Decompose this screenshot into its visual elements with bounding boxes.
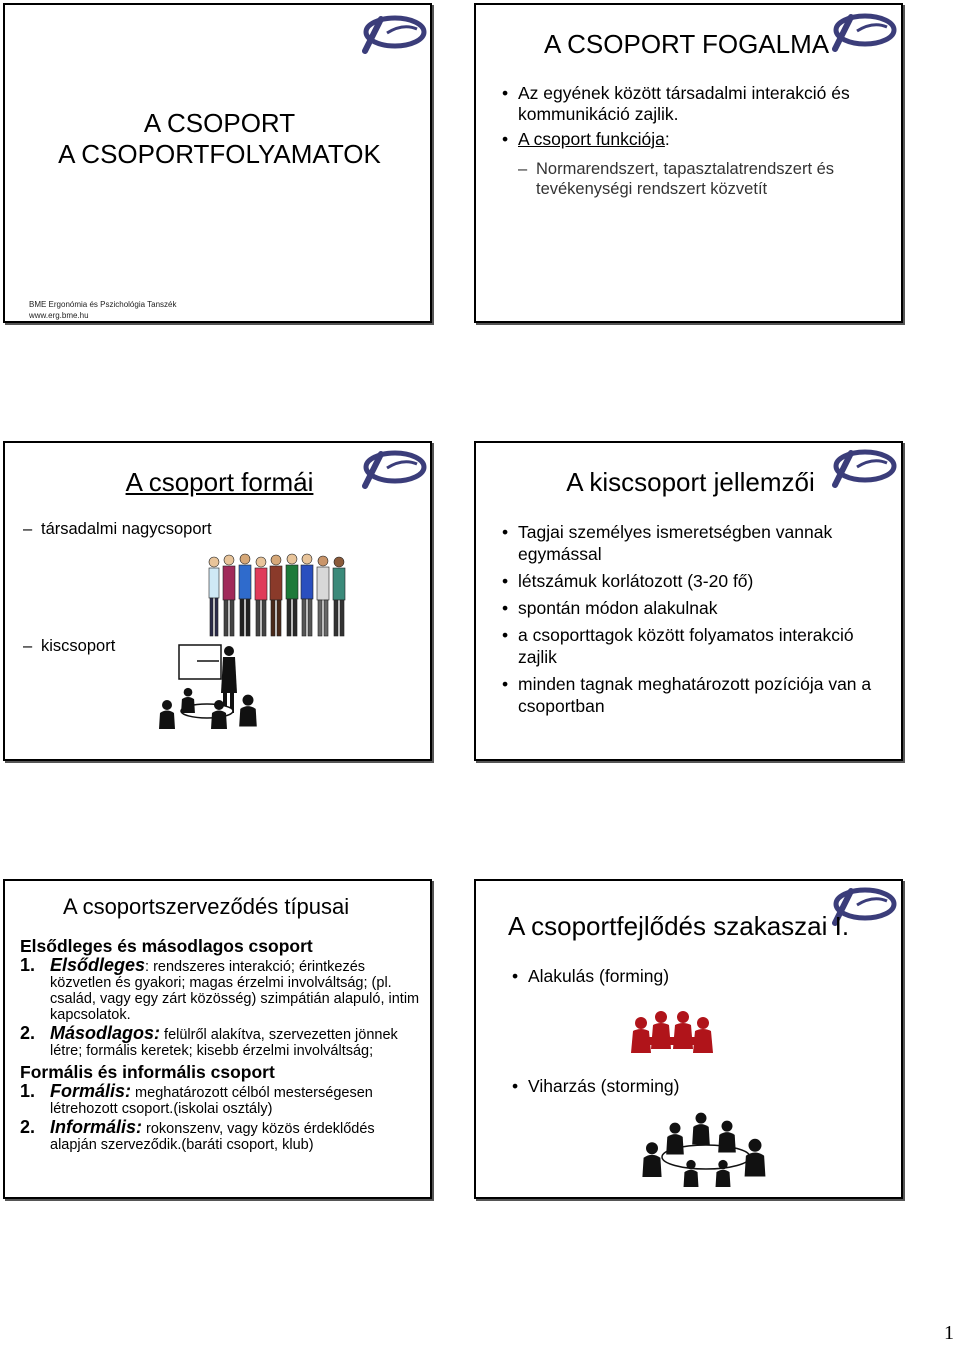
forming-group-icon	[631, 1009, 713, 1053]
slide4-title: A kiscsoport jellemzői	[566, 467, 815, 497]
slide-footer	[29, 299, 176, 321]
slide1-title	[5, 108, 432, 170]
footer-url[interactable]: www.erg.bme.hu	[29, 311, 89, 320]
large-group-item: – társadalmi nagycsoport	[3, 519, 406, 539]
storming-item: • Viharzás (storming)	[486, 1075, 866, 1097]
list-item: 1. Elsődleges: rendszeres interakció; érintkezés közvetlen és gyakori; magas érzelmi involváltság; (pl. család, vagy egy zárt közösség) szimpátián alapuló, intim kapcsolatok.	[20, 955, 420, 1023]
list-item: • Tagjai személyes ismeretségben vannak egymással	[476, 521, 876, 565]
slide5-body	[20, 935, 420, 1155]
formal-informal-heading: Formális és informális csoport	[20, 1062, 275, 1082]
slide-title	[3, 3, 432, 323]
meeting-presentation-icon	[157, 641, 267, 731]
slide2-sub-item: – Normarendszert, tapasztalatrendszert és tevékenységi rendszert közvetít	[476, 159, 903, 199]
list-item: • Az egyének között társadalmi interakció és kommunikáció zajlik.	[476, 83, 896, 125]
title-line-1: A CSOPORT	[143, 108, 296, 138]
storming-meeting-icon	[640, 1105, 772, 1187]
slide2-title: A CSOPORT FOGALMA	[544, 29, 830, 59]
slide2-bullets	[476, 83, 896, 153]
list-item: 2. Másodlagos: felülről alakítva, szervezetten jönnek létre; formális keretek; kisebb érzelmi involváltság;	[20, 1023, 398, 1059]
footer-department: BME Ergonómia és Pszichológia Tanszék	[29, 300, 177, 309]
group-function-link[interactable]: A csoport funkciója	[518, 129, 665, 149]
list-item: • A csoport funkciója:	[476, 129, 896, 150]
slide-group-forms	[3, 441, 432, 761]
title-line-2: A CSOPORTFOLYAMATOK	[58, 139, 381, 169]
list-item: 1. Formális: meghatározott célból mesterségesen létrehozott csoport.(iskolai osztály)	[20, 1081, 373, 1117]
slide6-bullets	[486, 965, 866, 987]
list-item: • minden tagnak meghatározott pozíciója van a csoportban	[476, 673, 876, 717]
slide-group-types	[3, 879, 432, 1199]
slide-small-group-traits	[474, 441, 903, 761]
small-group-item: – kiscsoport	[3, 636, 406, 656]
slide-group-development	[474, 879, 903, 1199]
university-logo-icon	[829, 11, 897, 53]
slide4-bullets	[476, 521, 876, 722]
page-number: 1	[944, 1322, 954, 1344]
university-logo-icon	[359, 13, 427, 55]
list-item: • spontán módon alakulnak	[476, 597, 876, 619]
slide6-bullets-2	[486, 1075, 866, 1097]
list-item: • létszámuk korlátozott (3-20 fő)	[476, 570, 876, 592]
forming-item: • Alakulás (forming)	[486, 965, 866, 987]
slide-group-concept	[474, 3, 903, 323]
list-item: 2. Informális: rokonszenv, vagy közös érdeklődés alapján szerveződik.(baráti csoport, klub)	[20, 1117, 375, 1153]
crowd-people-icon	[205, 553, 355, 643]
slide5-title: A csoportszerveződés típusai	[63, 894, 350, 919]
primary-secondary-heading: Elsődleges és másodlagos csoport	[20, 936, 313, 956]
slide6-title: A csoportfejlődés szakaszai I.	[508, 911, 850, 941]
list-item: • a csoporttagok között folyamatos interakció zajlik	[476, 624, 876, 668]
slide3-title: A csoport formái	[125, 467, 314, 497]
